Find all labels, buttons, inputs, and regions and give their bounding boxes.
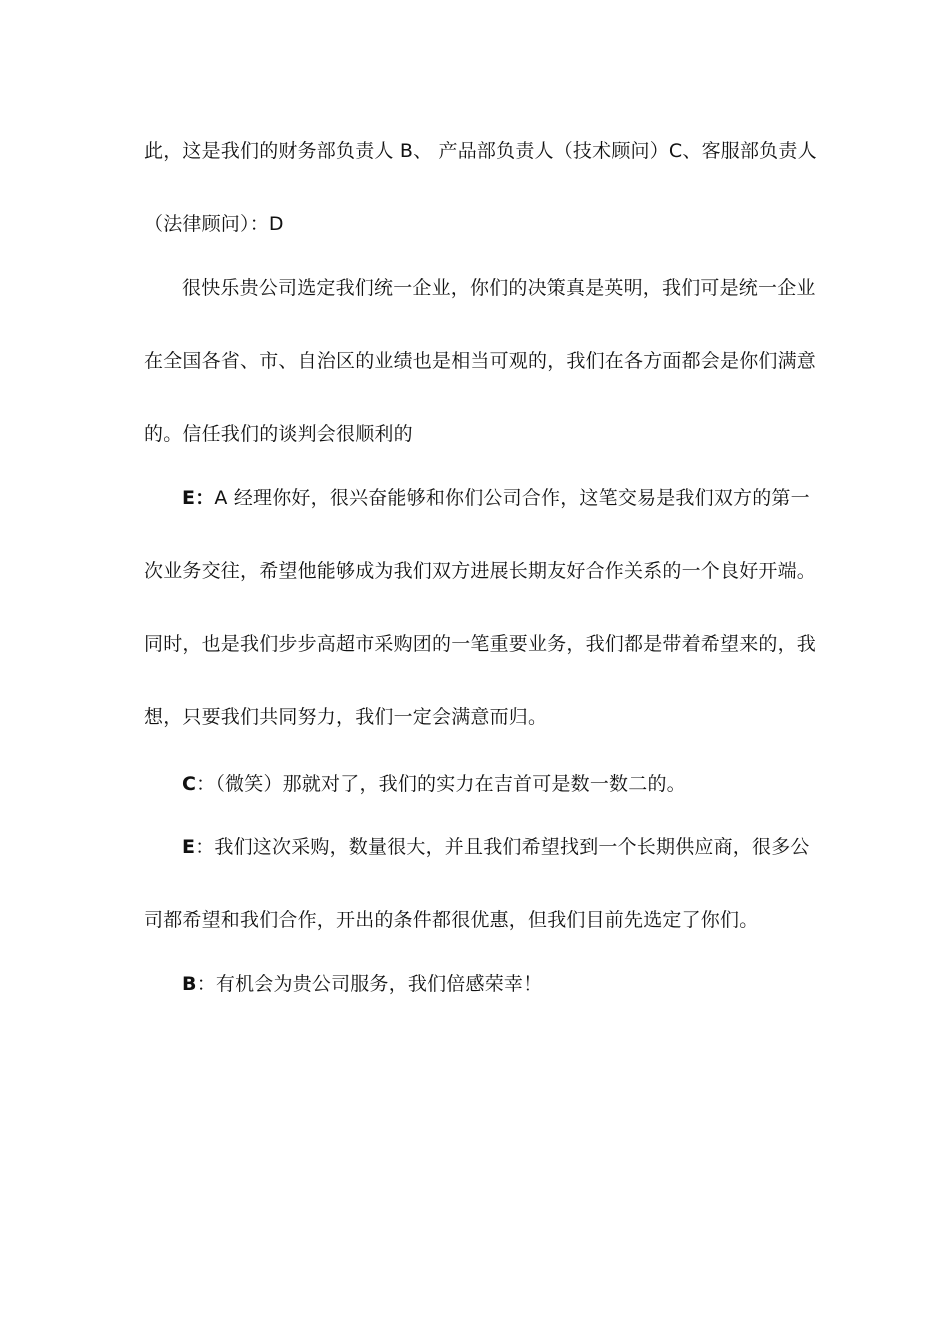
dialogue-text: A 经理你好，很兴奋能够和你们公司合作，这笔交易是我们双方的第一次业务交往，希望他能够成为我们双方进展长期友好合作关系的一个良好开端。同时，也是我们步步高超市采购团的一笔重要业务，我们都是带着希望来的，我想，只要我们共同努力，我们一定会满意而归。 [144, 487, 817, 728]
dialogue-line-e-2 [144, 811, 824, 957]
paragraph-intro-continuation [144, 115, 824, 261]
paragraph-text: 此，这是我们的财务部负责人 B、 产品部负责人（技术顾问）C、客服部负责人（法律顾问）：D [144, 140, 817, 235]
speaker-label: B [182, 973, 197, 995]
paragraph-welcome [144, 252, 824, 471]
dialogue-text: 我们这次采购，数量很大，并且我们希望找到一个长期供应商，很多公司都希望和我们合作，开出的条件都很优惠，但我们目前先选定了你们。 [144, 836, 810, 931]
paragraph-text: 很快乐贵公司选定我们统一企业，你们的决策真是英明，我们可是统一企业在全国各省、市、自治区的业绩也是相当可观的，我们在各方面都会是你们满意的。信任我们的谈判会很顺利的 [144, 277, 817, 445]
dialogue-line-e-1 [144, 462, 824, 754]
dialogue-text: 有机会为贵公司服务，我们倍感荣幸！ [215, 973, 543, 995]
speaker-separator: ： [196, 973, 216, 995]
dialogue-line-b [144, 948, 824, 1021]
speaker-label: E [182, 487, 196, 509]
speaker-label: E [182, 836, 196, 858]
speaker-label: C [182, 773, 197, 795]
speaker-separator: ： [195, 836, 215, 858]
speaker-separator: ： [196, 773, 216, 795]
dialogue-text: （微笑）那就对了，我们的实力在吉首可是数一数二的。 [215, 773, 686, 795]
speaker-separator: ： [195, 487, 215, 509]
